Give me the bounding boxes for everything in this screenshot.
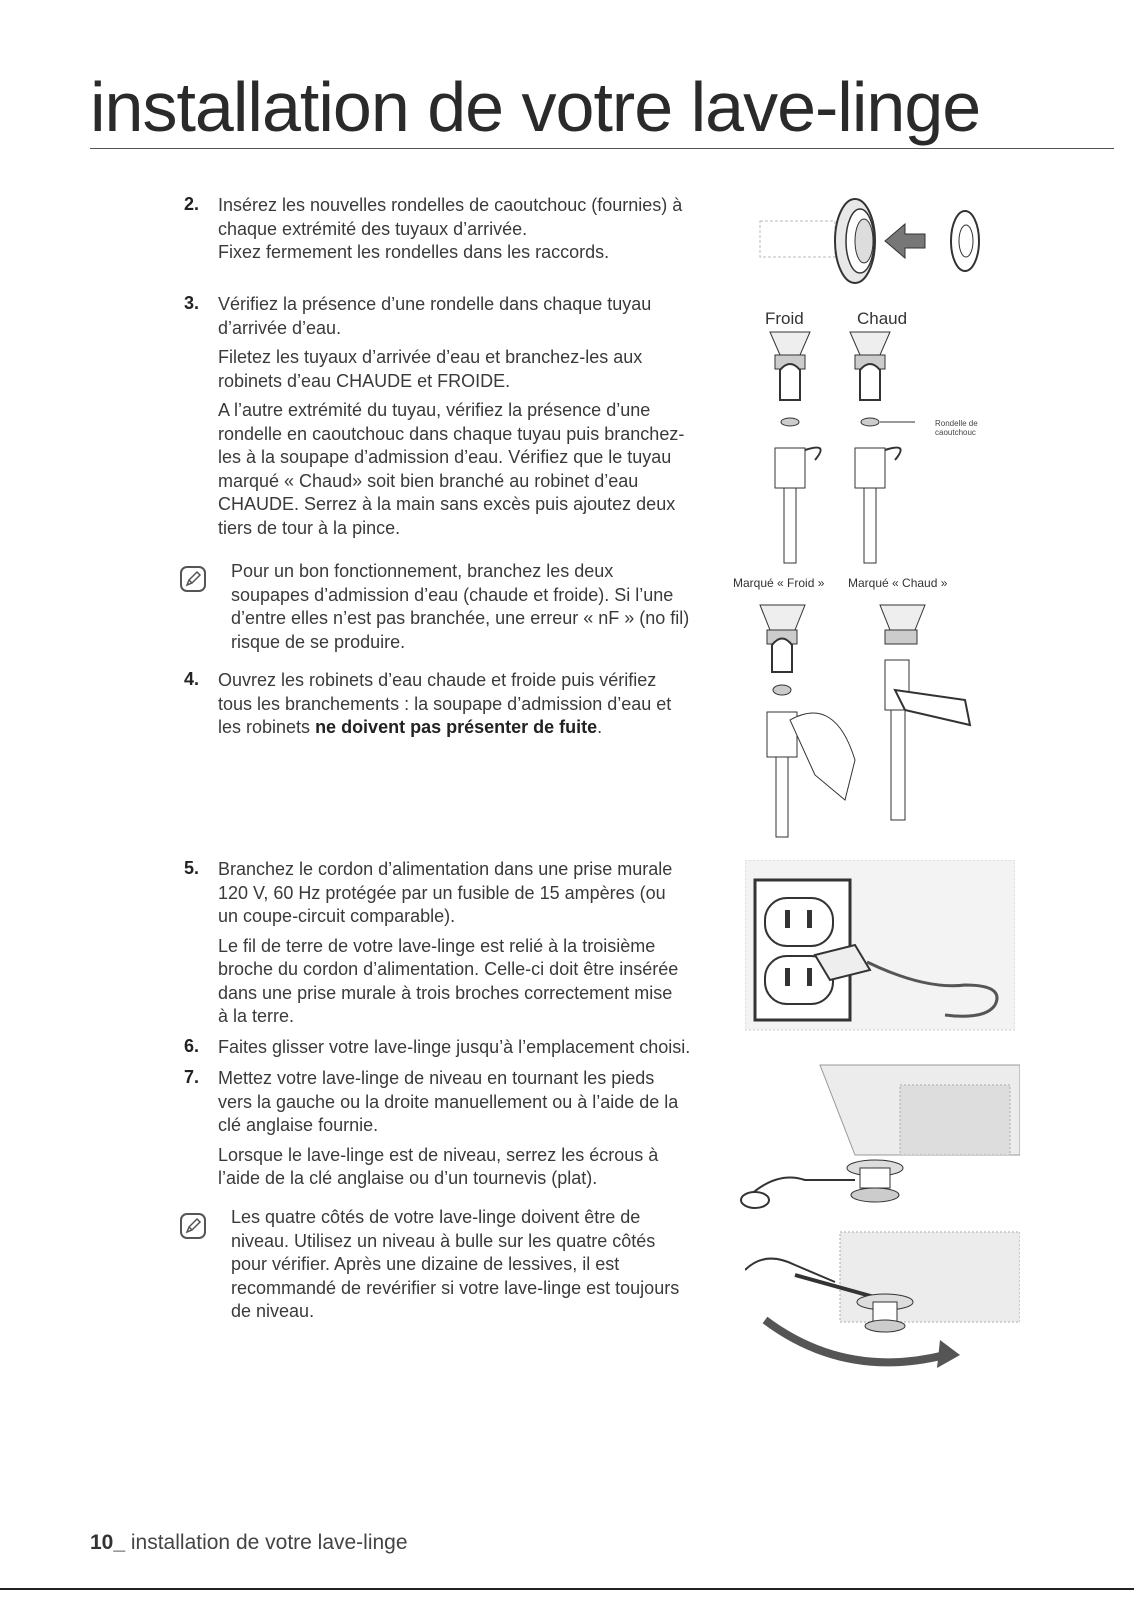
step-7-number: 7. xyxy=(184,1067,200,1087)
step-4-number: 4. xyxy=(184,669,200,689)
hand-tightening-illustration xyxy=(745,600,1005,850)
title-underline xyxy=(90,148,1114,149)
step-3-p3-line-5: CHAUDE. Serrez à la main sans excès puis ajoutez deux xyxy=(218,494,676,514)
step-3-p3-line-6: tiers de tour à la pince. xyxy=(218,517,401,538)
step-4-line-1: Ouvrez les robinets d’eau chaude et froide puis vérifiez xyxy=(218,670,657,690)
step-3-p3-line-2: rondelle en caoutchouc dans chaque tuyau puis branchez- xyxy=(218,423,685,444)
step-3-p1-line-2: d’arrivée d’eau. xyxy=(218,317,342,338)
cold-label: Froid xyxy=(765,309,804,328)
step-7-p1-line-3: clé anglaise fournie. xyxy=(218,1115,379,1135)
step-4-line-3 xyxy=(218,716,718,740)
step-7-p2-line-2: l’aide de la clé anglaise ou d’un tournevis (plat). xyxy=(218,1168,598,1188)
step-3-p3-line-3: les à la soupape d’admission d’eau. Vérifiez que le tuyau xyxy=(218,447,672,467)
step-2-number: 2. xyxy=(184,194,200,214)
step-3-p3-line-4: marqué « Chaud» soit bien branché au robinet d’eau xyxy=(218,470,639,491)
step-3-p1-line-1: Vérifiez la présence d’une rondelle dans chaque tuyau xyxy=(218,294,652,314)
screwdriver-leveling-illustration xyxy=(745,1230,1020,1380)
note-1-line-1: Pour un bon fonctionnement, branchez les deux xyxy=(231,561,614,581)
step-3-p2-line-2: robinets d’eau CHAUDE et FROIDE. xyxy=(218,370,511,391)
step-4-line-3-suffix: . xyxy=(597,717,603,737)
step-4-line-3-prefix: les robinets xyxy=(218,717,316,737)
step-3-number: 3. xyxy=(184,293,200,313)
step-7-p1-line-1: Mettez votre lave-linge de niveau en tournant les pieds xyxy=(218,1068,655,1088)
step-7-p2-line-1: Lorsque le lave-linge est de niveau, serrez les écrous à xyxy=(218,1144,659,1165)
step-6-line-1: Faites glisser votre lave-linge jusqu’à l’emplacement choisi. xyxy=(218,1037,691,1057)
note-2-line-5: de niveau. xyxy=(231,1301,315,1321)
step-2-line-1: Insérez les nouvelles rondelles de caoutchouc (fournies) à xyxy=(218,195,683,215)
note-icon xyxy=(180,1213,206,1239)
leveling-feet-wrench-illustration xyxy=(735,1060,1020,1210)
footer-title: installation de votre lave-linge xyxy=(125,1531,408,1554)
washer-insertion-illustration xyxy=(740,186,1020,286)
note-1-text xyxy=(231,560,721,660)
step-3-p3-line-1: A l’autre extrémité du tuyau, vérifiez la présence d’une xyxy=(218,400,651,420)
step-6-text xyxy=(218,1036,738,1060)
note-1-line-4: risque de se produire. xyxy=(231,631,406,652)
hose-connection-illustration xyxy=(750,330,1010,570)
washer-callout-line-2: caoutchouc xyxy=(935,428,976,437)
step-7-p1-line-2: vers la gauche ou la droite manuellement ou à l’aide de la xyxy=(218,1091,679,1112)
step-6-number: 6. xyxy=(184,1036,200,1056)
page-title: installation de votre lave-linge xyxy=(90,68,981,146)
page-footer xyxy=(90,1531,408,1555)
note-1-line-3: d’entre elles n’est pas branchée, une erreur « nF » (no fil) xyxy=(231,608,690,628)
step-5-p2-line-3: dans une prise murale à trois broches correctement mise xyxy=(218,982,673,1003)
washer-callout-line-1: Rondelle de xyxy=(935,419,978,428)
step-2-line-2: chaque extrémité des tuyaux d’arrivée. xyxy=(218,218,528,239)
step-2-line-3: Fixez fermement les rondelles dans les raccords. xyxy=(218,242,610,262)
step-4-warning: ne doivent pas présenter de fuite xyxy=(315,717,598,737)
note-icon xyxy=(180,566,206,592)
step-3-p2-line-1: Filetez les tuyaux d’arrivée d’eau et branchez-les aux xyxy=(218,347,643,367)
step-5-p2-line-2: broche du cordon d’alimentation. Celle-ci doit être insérée xyxy=(218,959,679,979)
step-7-text xyxy=(218,1067,728,1197)
note-2-line-2: niveau. Utilisez un niveau à bulle sur les quatre côtés xyxy=(231,1230,656,1251)
step-4-line-2: tous les branchements : la soupape d’admission d’eau et xyxy=(218,693,672,714)
step-5-p1-line-2: 120 V, 60 Hz protégée par un fusible de 15 ampères (ou xyxy=(218,882,666,903)
marked-cold-label: Marqué « Froid » xyxy=(733,576,825,590)
note-2-line-4: recommandé de revérifier si votre lave-linge est toujours xyxy=(231,1277,680,1298)
page-number: 10_ xyxy=(90,1531,126,1554)
bottom-border xyxy=(0,1588,1134,1590)
note-2-line-3: pour vérifier. Après une dizaine de lessives, il est xyxy=(231,1254,620,1274)
step-5-number: 5. xyxy=(184,858,200,878)
step-5-p2-line-1: Le fil de terre de votre lave-linge est relié à la troisième xyxy=(218,935,656,956)
step-5-p1-line-3: un coupe-circuit comparable). xyxy=(218,906,456,926)
step-2-text xyxy=(218,194,718,271)
marked-hot-label: Marqué « Chaud » xyxy=(848,576,948,590)
note-1-line-2: soupapes d’admission d’eau (chaude et froide). Si l’une xyxy=(231,584,674,605)
note-2-text xyxy=(231,1206,721,1330)
note-2-line-1: Les quatre côtés de votre lave-linge doivent être de xyxy=(231,1207,641,1227)
step-5-p2-line-4: à la terre. xyxy=(218,1006,295,1026)
step-5-p1-line-1: Branchez le cordon d’alimentation dans une prise murale xyxy=(218,859,673,879)
step-3-text xyxy=(218,293,718,546)
step-4-text xyxy=(218,669,718,746)
washer-callout-label xyxy=(935,419,978,437)
hot-label: Chaud xyxy=(857,309,908,328)
power-outlet-illustration xyxy=(745,860,1015,1040)
step-5-text xyxy=(218,858,728,1035)
